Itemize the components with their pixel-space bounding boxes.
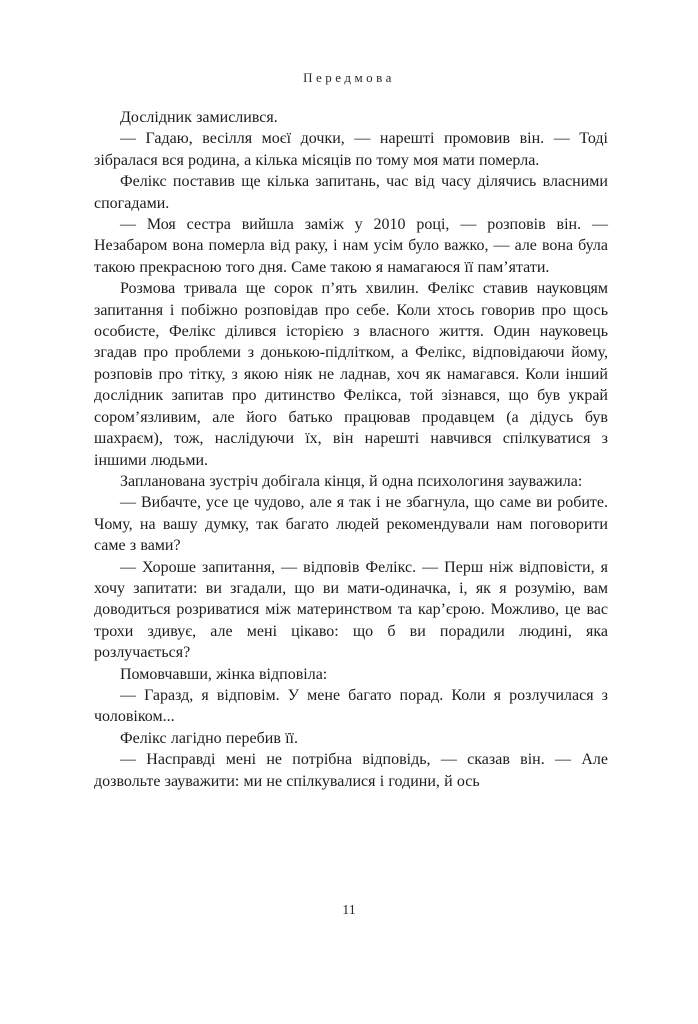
chapter-header: Передмова bbox=[303, 70, 395, 85]
paragraph: — Вибачте, усе це чудово, але я так і не збагнула, що саме ви робите. Чому, на вашу думку, так багато людей рекомендували нам поговорити саме з вами? bbox=[94, 494, 608, 555]
paragraph: Фелікс лагідно перебив її. bbox=[120, 729, 298, 747]
paragraph: — Гаразд, я відповім. У мене багато порад. Коли я розлучилася з чоловіком... bbox=[94, 686, 608, 726]
paragraph: Розмова тривала ще сорок п’ять хвилин. Фелікс ставив науковцям запитання і побіжно розповідав про себе. Коли хтось говорив про щось особисте, Фелікс ділився історією з власного життя. Один науковець згадав про проблеми з донькою-підлітком, а Фелікс, відповідаючи йому, розповів про тітку, з якою ніяк не ладнав, хоч як намагався. Коли інший дослідник запитав про дитинство Фелікса, той зізнався, що був украй сором’язливим, але його батько працював продавцем (а дідусь був шахраєм), тож, наслідуючи їх, він нарешті навчився спілкуватися з іншими людьми. bbox=[94, 280, 608, 469]
page-number: 11 bbox=[342, 903, 356, 918]
paragraph: — Насправді мені не потрібна відповідь, — сказав він. — Але дозвольте зауважити: ми не спілкувалися і години, й ось bbox=[94, 751, 608, 790]
paragraph: Фелікс поставив ще кілька запитань, час від часу ділячись власними спогадами. bbox=[94, 173, 608, 212]
paragraph: — Хороше запитання, — відповів Фелікс. — Перш ніж відповісти, я хочу запитати: ви згадали, що ви мати-одиначка, і, як я розумію, вам доводиться розриватися між материнством та кар’єрою. Можливо, це вас трохи здивує, але мені цікаво: що б ви порадили людині, яка розлучається? bbox=[94, 558, 608, 662]
paragraph: — Моя сестра вийшла заміж у 2010 році, — розповів він. — Незабаром вона померла від раку, і нам усім було важко, — але вона була такою прекрасною того дня. Саме такою я намагаюся її пам’ятати. bbox=[94, 216, 608, 276]
paragraph: — Гадаю, весілля моєї дочки, — нарешті промовив він. — Тоді зібралася вся родина, а кілька місяців по тому моя мати померла. bbox=[94, 130, 608, 169]
text-block bbox=[94, 107, 608, 792]
paragraph: Дослідник замислився. bbox=[120, 109, 278, 126]
paragraph: Помовчавши, жінка відповіла: bbox=[120, 665, 328, 683]
paragraph: Запланована зустріч добігала кінця, й одна психологиня зауважила: bbox=[120, 472, 583, 490]
